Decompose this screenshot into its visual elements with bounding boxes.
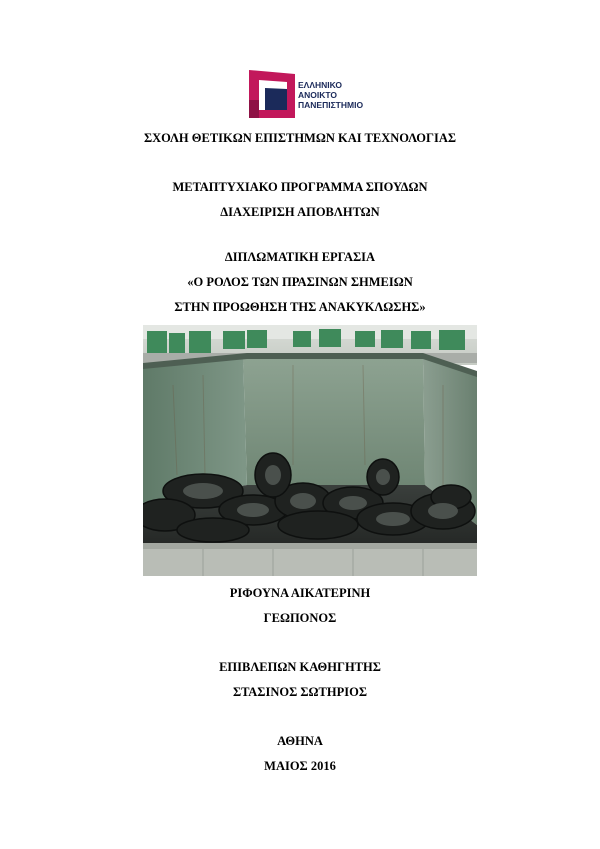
program-title: ΜΕΤΑΠΤΥΧΙΑΚΟ ΠΡΟΓΡΑΜΜΑ ΣΠΟΥΔΩΝ (172, 180, 428, 194)
author-name: ΡΙΦΟΥΝΑ ΑΙΚΑΤΕΡΙΝΗ (229, 586, 371, 600)
thesis-type: ΔΙΠΛΩΜΑΤΙΚΗ ΕΡΓΑΣΙΑ (224, 250, 376, 264)
program-specialization: ΔΙΑΧΕΙΡΙΣΗ ΑΠΟΒΛΗΤΩΝ (220, 205, 380, 219)
thesis-title-line2: ΣΤΗΝ ΠΡΟΩΘΗΣΗ ΤΗΣ ΑΝΑΚΥΚΛΩΣΗΣ» (174, 300, 426, 314)
tire-container-illustration (143, 325, 477, 576)
supervisor-label: ΕΠΙΒΛΕΠΩΝ ΚΑΘΗΓΗΤΗΣ (219, 660, 381, 674)
supervisor-name: ΣΤΑΣΙΝΟΣ ΣΩΤΗΡΙΟΣ (232, 685, 368, 699)
university-logo-mark-icon (249, 70, 295, 118)
logo-text-line2: ΑΝΟΙΚΤΟ (298, 90, 338, 100)
cover-photo-tire-container (143, 325, 477, 576)
author-profession: ΓΕΩΠΟΝΟΣ (263, 611, 337, 625)
logo-text-line3: ΠΑΝΕΠΙΣΤΗΜΙΟ (298, 100, 364, 110)
university-logo (249, 70, 369, 122)
university-logo-text (298, 80, 363, 110)
school-name: ΣΧΟΛΗ ΘΕΤΙΚΩΝ ΕΠΙΣΤΗΜΩΝ ΚΑΙ ΤΕΧΝΟΛΟΓΙΑΣ (143, 131, 457, 145)
logo-text-line1: ΕΛΛΗΝΙΚΟ (298, 80, 343, 90)
city: ΑΘΗΝΑ (277, 734, 323, 748)
thesis-title-line1: «Ο ΡΟΛΟΣ ΤΩΝ ΠΡΑΣΙΝΩΝ ΣΗΜΕΙΩΝ (187, 275, 413, 289)
date: ΜΑΙΟΣ 2016 (264, 759, 336, 773)
